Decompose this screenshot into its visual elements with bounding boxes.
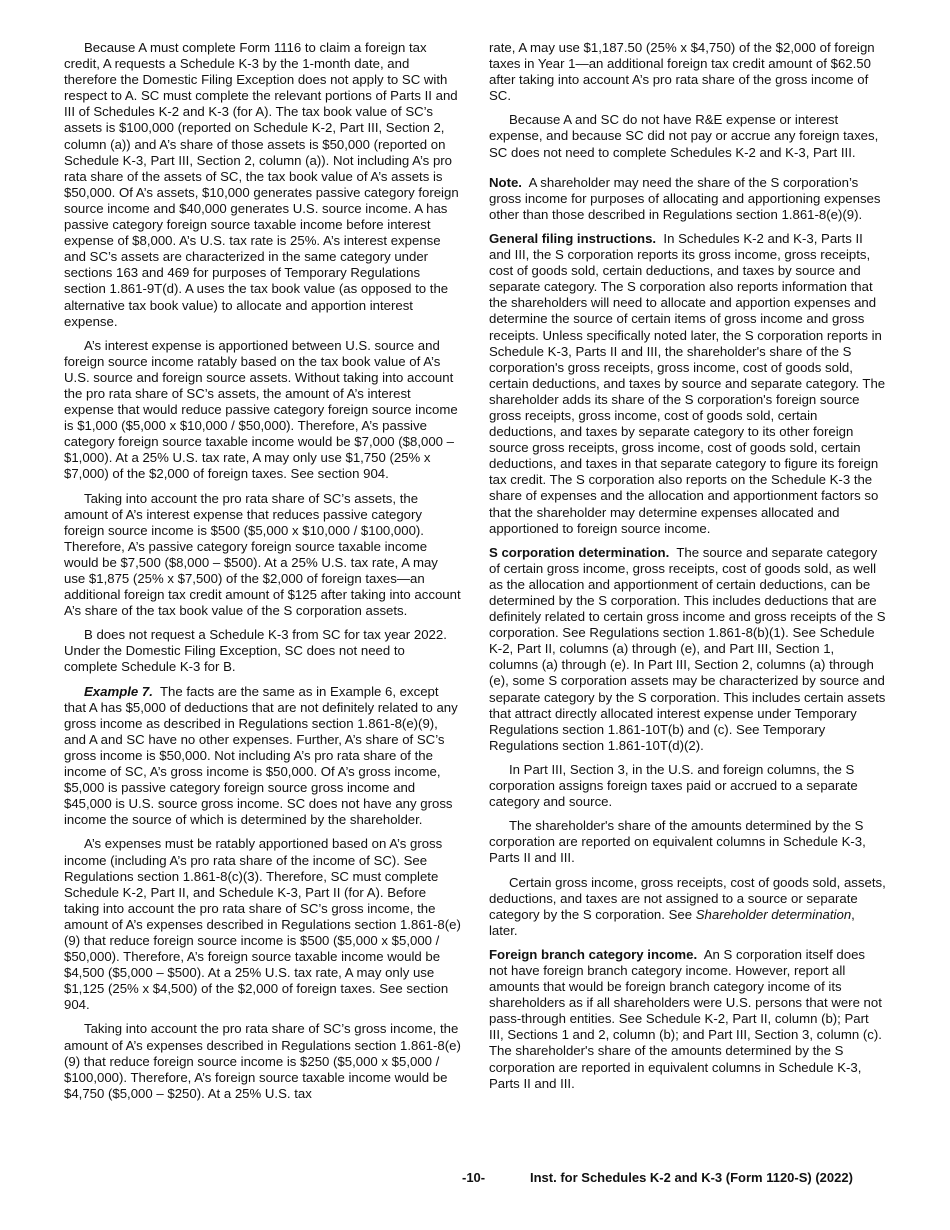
- paragraph: A’s interest expense is apportioned between U.S. source and foreign source income ratably based on the tax book value of A’s U.S. source and foreign source assets. Without taking into account the pro rata share of SC’s assets, the amount of A’s interest expense that would reduce passive category foreign source income is $1,000 ($5,000 x $10,000 / $50,000). Therefore, A’s passive category foreign source taxable income would be $7,000 ($8,000 – $1,000). At a 25% U.S. tax rate, A may only use $1,750 (25% x $7,000) of the $2,000 of foreign taxes. See section 904.: [64, 337, 458, 482]
- section-heading: S corporation determination.: [489, 544, 670, 560]
- paragraph: B does not request a Schedule K-3 from SC for tax year 2022. Under the Domestic Filing Exception, SC does not need to complete Schedule K-3 for B.: [64, 627, 447, 675]
- right-column: [489, 40, 886, 1100]
- note-label: Note.: [489, 174, 522, 190]
- paragraph: Taking into account the pro rata share of SC’s assets, the amount of A’s interest expense that reduces passive category foreign source income is $500 ($5,000 x $10,000 / $100,000). Therefore, A’s passive category foreign source taxable income would be $7,500 ($8,000 – $500). At a 25% U.S. tax rate, A may use $1,875 (25% x $7,500) of the $2,000 of foreign taxes—an additional foreign tax credit amount of $125 after taking into account A’s share of the tax book value of the S corporation assets.: [64, 490, 461, 619]
- paragraph-text: Certain gross income, gross receipts, cost of goods sold, assets, deductions, and taxes are not assigned to a source or separate category by the S corporation. See: [489, 874, 886, 922]
- section-text: The source and separate category of certain gross income, gross receipts, cost of goods sold, as well as the allocation and apportionment of certain deductions, can be determined by the S corporation. This includes deductions that are definitely related to certain gross income and gross receipts of the S corporation. See Regulations section 1.861-8(b)(1). See Schedule K-2, Part II, columns (a) through (e), and Part III, Section 1, columns (a) through (e). In Part III, Section 2, columns (a) through (e), some S corporation assets may be characterized by source and separate category by the S corporation. This includes certain assets that attract directly allocated interest expense under Temporary Regulations section 1.861-10T(b) and (c). See Temporary Regulations section 1.861-10T(d)(2).: [489, 544, 886, 753]
- section-heading: General filing instructions.: [489, 230, 657, 246]
- note-text: A shareholder may need the share of the S corporation’s gross income for purposes of allocating and apportioning expenses other than those described in Regulations section 1.861-8(e)(9).: [489, 174, 881, 222]
- paragraph: Because A and SC do not have R&E expense or interest expense, and because SC did not pay or accrue any foreign taxes, SC does not need to complete Schedules K-2 and K-3, Part III.: [489, 112, 879, 160]
- paragraph: [489, 875, 886, 939]
- paragraph: Because A must complete Form 1116 to claim a foreign tax credit, A requests a Schedule K-3 by the 1-month date, and therefore the Domestic Filing Exception does not apply to SC with respect to A. SC must complete the relevant portions of Parts II and III of Schedules K-2 and K-3 (for A). The tax book value of SC’s assets is $100,000 (reported on Schedule K-2, Part III, Section 2, column (a)) and A’s share of those assets is $50,000 (reported on Schedule K-3, Part III, Section 2, column (a)). Not including A’s pro rata share of the assets of SC, the tax book value of A’s assets is $50,000. Of A’s assets, $10,000 generates passive category foreign source income and $40,000 generates U.S. source income. A has passive category foreign source taxable income before interest expense of $8,000. A’s U.S. tax rate is 25%. A’s interest expense and SC’s assets are characterized in the same category under sections 163 and 469 for purposes of Temporary Regulations section 1.861-9T(d). A uses the tax book value (as opposed to the alternative tax book value) to allocate and apportion interest expense.: [64, 40, 459, 329]
- paragraph: In Part III, Section 3, in the U.S. and foreign columns, the S corporation assigns foreign taxes paid or accrued to a separate category and source.: [489, 761, 858, 810]
- footer-title: Inst. for Schedules K-2 and K-3 (Form 1120-S) (2022): [530, 1170, 853, 1185]
- note-paragraph: [489, 175, 886, 223]
- section-heading: Foreign branch category income.: [489, 946, 698, 962]
- example-7-text: The facts are the same as in Example 6, except that A has $5,000 of deductions that are not definitely related to any gross income as described in Regulations section 1.861-8(e)(9), and A and SC have no other expenses. Further, A’s share of SC’s gross income is $50,000. Not including A’s pro rata share of the income of SC, A’s gross income is $50,000. Of A’s gross income, $5,000 is passive category foreign source gross income and $45,000 is U.S. source gross income. SC does not have any gross income the source of which is determined by the shareholder.: [64, 683, 458, 828]
- cross-reference: Shareholder determination: [695, 906, 852, 922]
- general-filing-instructions: [489, 231, 886, 537]
- page-number: -10-: [462, 1170, 486, 1185]
- paragraph: A’s expenses must be ratably apportioned based on A’s gross income (including A’s pro rata share of the income of SC). See Regulations section 1.861-8(c)(3). Therefore, SC must complete Schedule K-2, Part II, and Schedule K-3, Part II (for A). Before taking into account the pro rata share of SC’s gross income, the amount of A’s expenses described in Regulations section 1.861-8(e)(9) that reduce foreign source income is $500 ($5,000 x $5,000 / $50,000). Therefore, A’s foreign source taxable income would be $4,500 ($5,000 – $500). At a 25% U.S. tax rate, A may only use $1,125 (25% x $4,500) of the $2,000 of foreign taxes. See section 904.: [64, 836, 461, 1013]
- section-text: In Schedules K-2 and K-3, Parts II and III, the S corporation reports its gross income, gross receipts, cost of goods sold, certain deductions, and taxes by source and separate category. The S corporation also reports information that the shareholders will need to allocate and apportion expenses and determine the source of certain items of gross income and gross receipts. Unless specifically noted later, the S corporation reports in Schedule K-3, Parts II and III, the shareholder's share of the S corporation's gross receipts, gross income, cost of goods sold, certain deductions, and taxes by source and separate category. The shareholder adds its share of the S corporation's foreign source gross receipts, gross income, cost of goods sold, certain deductions, and taxes by separate category to its other foreign source gross receipts, gross income, cost of goods sold, certain deductions, and taxes in that separate category to figure its foreign tax credit. The S corporation also reports on the Schedule K-3 the share of expenses and the allocation and apportionment factors so that the shareholder may determine expenses allocated and apportioned to foreign source income.: [489, 230, 886, 536]
- example-7-paragraph: [64, 684, 461, 829]
- paragraph: The shareholder's share of the amounts determined by the S corporation are reported on equivalent columns in Schedule K-3, Parts II and III.: [489, 818, 866, 866]
- example-7-label: Example 7.: [84, 683, 153, 699]
- left-column: [64, 40, 461, 1110]
- foreign-branch-category-income: [489, 947, 886, 1092]
- paragraph: rate, A may use $1,187.50 (25% x $4,750) of the $2,000 of foreign taxes in Year 1—an additional foreign tax credit amount of $62.50 after taking into account A’s pro rata share of the gross income of SC.: [489, 40, 875, 104]
- section-text: An S corporation itself does not have foreign branch category income. However, report all amounts that would be foreign branch category income of its shareholders as if all shareholders were U.S. persons that were not pass-through entities. See Schedule K-2, Part II, column (b); Part III, Sections 1 and 2, column (b); and Part III, Section 3, column (c). The shareholder's share of the amounts determined by the S corporation are reported in equivalent columns in Schedule K-3, Parts II and III.: [489, 946, 882, 1091]
- paragraph-text-end: , later.: [489, 906, 855, 938]
- paragraph: Taking into account the pro rata share of SC’s gross income, the amount of A’s expenses described in Regulations section 1.861-8(e)(9) that reduce foreign source income is $250 ($5,000 x $5,000 / $100,000). Therefore, A’s foreign source taxable income would be $4,750 ($5,000 – $250). At a 25% U.S. tax: [64, 1021, 461, 1101]
- s-corporation-determination: [489, 545, 886, 754]
